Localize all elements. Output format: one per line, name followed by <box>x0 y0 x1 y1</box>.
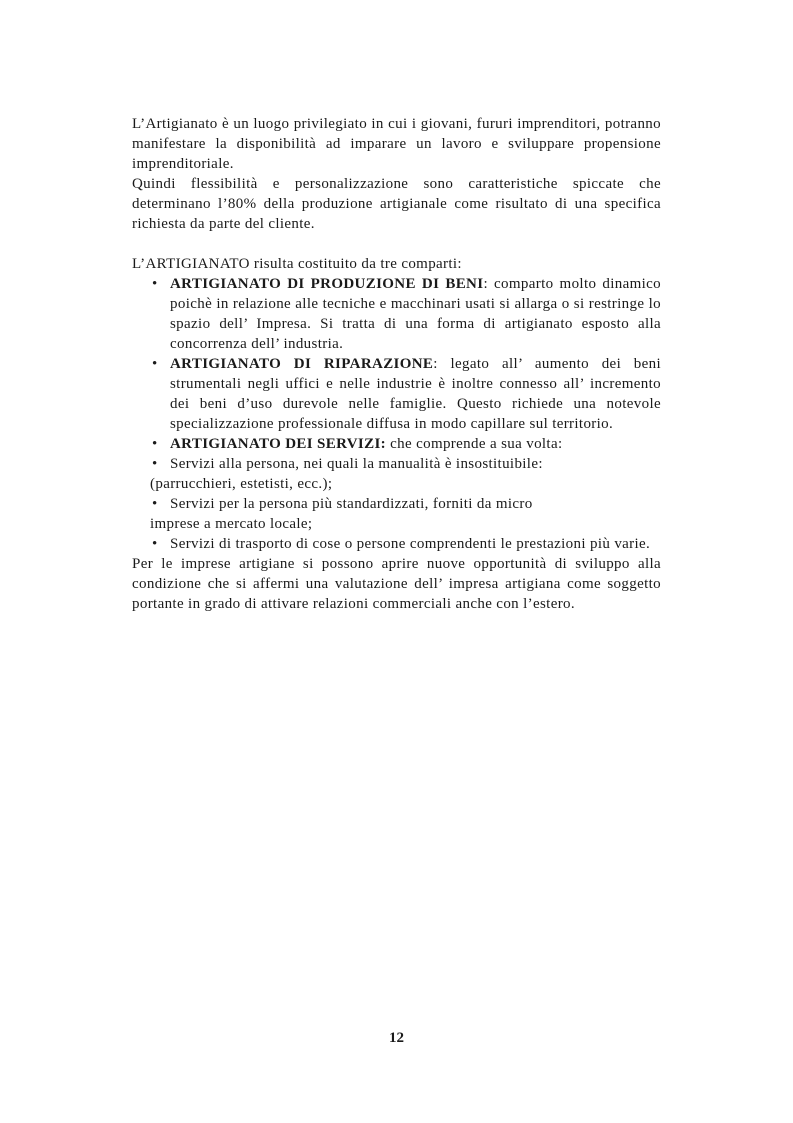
list-intro: L’ARTIGIANATO risulta costituito da tre comparti: <box>132 256 462 272</box>
paragraph-gap <box>132 234 661 254</box>
bullet-icon: • <box>152 356 158 372</box>
closing-paragraph: Per le imprese artigiane si possono aprire nuove opportunità di sviluppo alla condizione che si affermi una valutazione dell’ impresa artigiana come soggetto portante in grado di attivare relazioni commerciali anche con l’estero. <box>132 556 661 612</box>
sector-title: ARTIGIANATO DEI SERVIZI: <box>170 436 387 452</box>
service-item <box>132 534 661 554</box>
service-continuation: imprese a mercato locale; <box>150 516 313 532</box>
bullet-icon: • <box>152 276 158 292</box>
bullet-icon: • <box>152 536 158 552</box>
intro-paragraph-2: Quindi flessibilità e personalizzazione sono caratteristiche spiccate che determinano l’80% della produzione artigianale come risultato di una specifica richiesta da parte del cliente. <box>132 176 661 232</box>
body-text <box>132 114 661 614</box>
service-item <box>132 494 661 514</box>
sector-text: : legato all’ aumento dei beni strumentali negli uffici e nelle industrie è inoltre connesso all’ incremento dei beni d’uso durevole nelle famiglie. Questo richiede una notevole specializzazione professionale diffusa in modo capillare sul territorio. <box>170 356 661 432</box>
list-item <box>132 434 661 454</box>
service-continuation: (parrucchieri, estetisti, ecc.); <box>150 476 333 492</box>
sector-text: : comparto molto dinamico poichè in relazione alle tecniche e macchinari usati si allarga o si restringe lo spazio dell’ Impresa. Si tratta di una forma di artigianato esposto alla concorrenza dell’ industria. <box>170 276 662 352</box>
bullet-icon: • <box>152 436 158 452</box>
service-text: Servizi alla persona, nei quali la manualità è insostituibile: <box>170 456 543 472</box>
service-text: Servizi per la persona più standardizzati, forniti da micro <box>170 496 533 512</box>
list-item <box>132 354 661 434</box>
page-number: 12 <box>389 1030 404 1046</box>
sector-title: ARTIGIANATO DI RIPARAZIONE <box>170 356 434 372</box>
bullet-icon: • <box>152 496 158 512</box>
sector-text: che comprende a sua volta: <box>386 436 563 452</box>
bullet-icon: • <box>152 456 158 472</box>
list-item <box>132 274 661 354</box>
sector-title: ARTIGIANATO DI PRODUZIONE DI BENI <box>170 276 484 292</box>
intro-paragraph-1: L’Artigianato è un luogo privilegiato in cui i giovani, fururi imprenditori, potranno manifestare la disponibilità ad imparare un lavoro e sviluppare propensione imprenditoriale. <box>132 116 661 172</box>
sector-list <box>132 274 661 554</box>
service-text: Servizi di trasporto di cose o persone comprendenti le prestazioni più varie. <box>170 536 651 552</box>
service-item <box>132 454 661 474</box>
